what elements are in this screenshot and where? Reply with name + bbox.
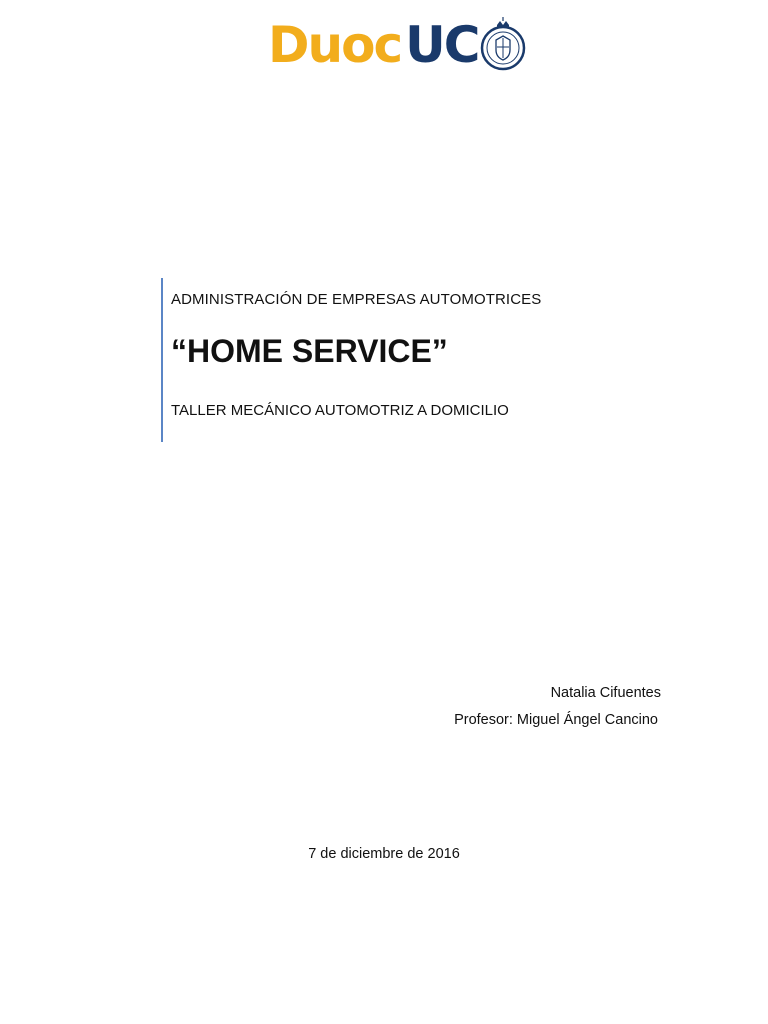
title-block — [161, 278, 683, 442]
logo-text-uc: UC — [405, 16, 479, 74]
duoc-uc-logo — [268, 14, 526, 76]
document-date: 7 de diciembre de 2016 — [308, 846, 460, 862]
document-title: “HOME SERVICE” — [171, 333, 448, 369]
document-subtitle: TALLER MECÁNICO AUTOMOTRIZ A DOMICILIO — [171, 402, 509, 419]
professor-name: Profesor: Miguel Ángel Cancino — [454, 712, 658, 728]
logo-text-duoc: Duoc — [268, 16, 402, 74]
university-seal-icon — [480, 16, 526, 74]
author-name: Natalia Cifuentes — [550, 685, 661, 701]
logo-wordmark — [268, 16, 479, 74]
program-name: ADMINISTRACIÓN DE EMPRESAS AUTOMOTRICES — [171, 291, 542, 308]
